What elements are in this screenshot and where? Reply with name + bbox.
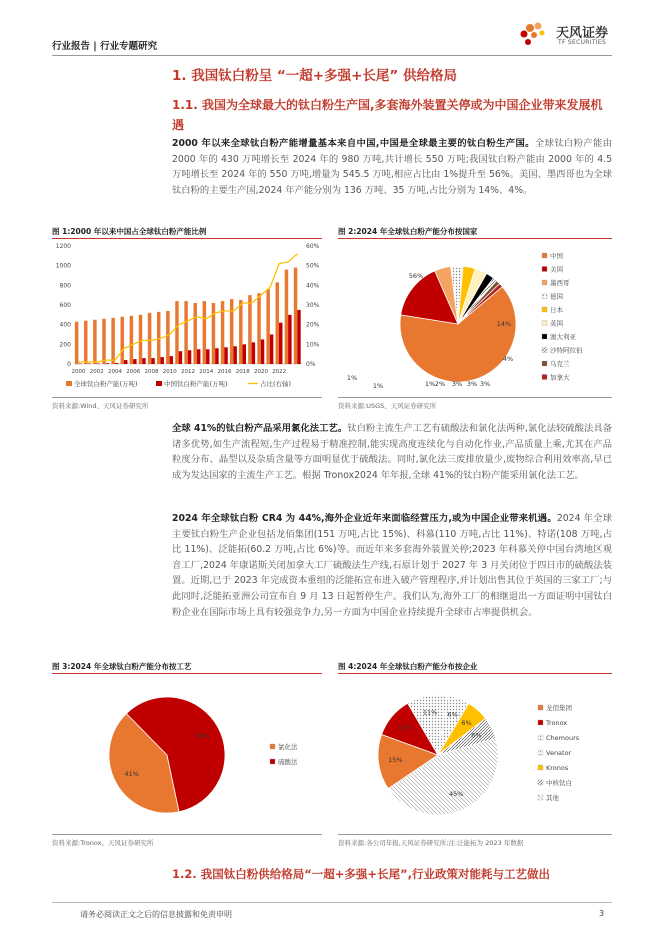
fig1-bar-china [87,364,90,365]
fig1-rule [52,238,322,239]
paragraph-3 [172,511,612,620]
fig1-x-tick: 2000 [71,369,86,375]
fig2-legend-label: 日本 [550,306,563,314]
fig1-legend-swatch [66,381,72,386]
fig1-y-tick: 200 [59,341,71,349]
fig1-bar-china [224,347,227,364]
fig1-bar-china [233,346,236,364]
fig2-legend-label: 美国 [550,265,563,274]
fig2-legend-label: 澳大利亚 [550,333,576,341]
fig1-bar-china [115,363,118,364]
fig1-bar-global [184,301,187,364]
fig1-bar-china [243,344,246,364]
fig1-bar-global [285,270,288,364]
section-1-title: 1. 我国钛白粉呈 “一超+多强+长尾” 供给格局 [172,68,457,84]
fig1-bar-china [279,323,282,364]
fig4-legend-swatch [538,705,543,710]
fig1-x-tick: 2012 [181,369,195,375]
fig2-value-label: 3% [451,380,463,388]
fig1-bar-china [124,360,127,364]
fig2-rule [338,238,612,239]
fig1-bar-global [230,299,233,364]
fig2-legend-swatch [542,334,547,339]
section-1-2-title: 1.2. 我国钛白粉供给格局“一超+多强+长尾”,行业政策对能耗与工艺做出 [172,867,550,881]
fig4-legend-label: Tronox [546,719,568,727]
fig3-legend-swatch [270,744,275,749]
fig1-legend-swatch [156,381,162,386]
fig4-legend-swatch [538,765,543,770]
fig1-bar-global [121,317,124,364]
fig2-legend-label: 加拿大 [550,373,570,382]
fig1-y-tick: 0 [67,361,71,368]
fig1-bar-china [78,364,81,365]
fig1-source: 资料来源:Wind、天风证券研究所 [52,402,149,410]
fig1-bar-global [130,316,133,364]
fig2-legend-swatch [542,375,547,380]
fig3-value-label: 59% [195,732,210,741]
fig4-value-label: 6% [447,710,458,719]
page-number: 3 [599,909,605,918]
fig2-chart [338,240,612,395]
fig1-bar-global [193,303,196,364]
paragraph-2-lead: 全球 41%的钛白粉产品采用氯化法工艺。 [172,423,348,434]
fig1-bar-global [75,322,78,364]
fig1-bar-china [179,351,182,364]
fig1-x-tick: 2006 [126,369,141,375]
fig4-value-label: 15% [388,756,403,765]
logo-text-cn: 天风证券 [556,26,609,41]
paragraph-2 [172,421,612,483]
fig1-source-rule [52,397,322,398]
fig1-bar-china [151,358,154,364]
fig1-bar-china [188,350,191,364]
fig3-legend-label: 氯化法 [278,743,298,751]
fig2-legend-swatch [542,307,547,312]
fig1-bar-global [294,268,297,364]
paragraph-1-body: 全球钛白粉产能由 2000 年的 430 万吨增长至 2024 年的 980 万吨,共计增长 550 万吨;我国钛白粉产能由 2000 年的 4.5 万吨增长至 2024 年的 550 万吨,增量为 545.5 万吨,相应占比由 1%提升至 56%。美国、墨西哥也为全球钛白粉的主要生产国,2024 年产能分别为 136 万吨、35 万吨,占比分别为 14%、4%。 [172,138,612,196]
fig4-source-rule [338,834,612,835]
fig2-legend-swatch [542,267,547,272]
fig2-source: 资料来源:USGS、天风证券研究所 [338,402,437,410]
fig1-bar-global [139,315,142,364]
logo-text-en: TF SECURITIES [558,39,607,46]
fig1-y2-tick: 10% [306,341,320,349]
fig1-bar-china [170,356,173,364]
fig2-legend-swatch [542,348,547,353]
header-label: 行业报告 | 行业专题研究 [52,41,158,52]
fig2-legend-label: 沙特阿拉伯 [550,346,583,355]
fig4-value-label: 6% [461,718,472,727]
fig1-x-tick: 2022 [272,369,287,375]
fig4-chart [338,675,612,830]
fig2-legend-label: 墨西哥 [550,279,570,287]
fig2-legend-label: 中国 [550,252,563,260]
fig4-value-label: 6% [471,731,482,740]
fig1-x-tick: 2018 [235,369,250,375]
fig2-legend-label: 英国 [550,319,563,328]
fig1-y-tick: 800 [59,282,71,290]
fig4-legend-label: 其他 [546,794,559,802]
fig1-legend-label: 全球钛白粉产能(万吨) [74,380,138,388]
fig1-bar-global [212,303,215,364]
fig1-bar-global [93,320,96,364]
fig1-chart [52,240,332,395]
fig1-bar-china [106,363,109,364]
fig1-x-tick: 2002 [89,369,104,375]
fig1-bar-global [203,301,206,364]
fig1-y-tick: 400 [59,321,71,329]
fig1-bar-global [276,282,279,364]
fig4-source: 资料来源:各公司年报,天风证券研究所;注:泛能拓为 2023 年数据 [338,839,524,847]
fig4-value-label: 45% [448,789,464,798]
fig1-bar-global [239,300,242,364]
fig1-bar-china [142,358,145,364]
fig4-value-label: 11% [422,708,438,717]
paragraph-1-lead: 2000 年以来全球钛白粉产能增量基本来自中国,中国是全球最主要的钛白粉生产国。 [172,138,535,149]
fig1-bar-china [297,310,300,364]
fig4-legend-swatch [538,720,543,725]
fig1-bar-china [133,359,136,364]
fig1-bar-china [97,363,100,364]
fig2-value-label: 2% [434,380,446,388]
fig1-x-tick: 2008 [144,369,159,375]
fig1-bar-global [166,311,169,364]
fig3-legend-swatch [270,759,275,764]
fig2-value-label: 1% [372,382,384,390]
fig4-legend-label: Venator [546,749,572,757]
fig4-value-label: 11% [397,723,413,732]
fig2-legend-swatch [542,253,547,258]
section-1-1-title: 1.1. 我国为全球最大的钛白粉生产国,多套海外装置关停或为中国企业带来发展机遇 [172,98,603,132]
fig1-x-tick: 2016 [217,369,232,375]
fig4-legend-swatch [538,780,543,785]
fig4-legend-swatch [538,750,543,755]
fig1-y-tick: 600 [59,302,71,309]
fig1-bar-china [215,348,218,364]
fig1-x-tick: 2010 [162,369,177,375]
fig1-bar-china [197,349,200,364]
fig3-legend-label: 硫酸法 [278,758,298,766]
fig4-legend-swatch [538,795,543,800]
company-logo [516,20,556,52]
fig1-bar-global [148,313,151,364]
fig1-x-tick: 2004 [108,369,123,375]
fig1-bar-china [252,342,255,364]
fig4-title: 图 4:2024 年全球钛白粉产能分布按企业 [338,662,478,671]
fig4-legend-label: 龙佰集团 [546,704,572,712]
fig1-bar-china [206,349,209,364]
fig1-x-tick: 2014 [199,369,214,375]
fig2-value-label: 14% [496,320,512,328]
fig1-bar-global [111,318,114,364]
fig2-legend-swatch [542,361,547,366]
fig2-value-label: 4% [502,355,514,363]
fig1-legend-label: 占比(右轴) [260,380,292,388]
fig4-rule [338,673,612,674]
fig1-bar-global [257,293,260,364]
fig4-legend-label: Chemours [546,734,580,742]
fig1-bar-global [84,321,87,364]
fig2-legend-swatch [542,321,547,326]
fig1-y-tick: 1200 [55,243,71,250]
fig1-bar-china [288,315,291,364]
footer-divider [52,902,612,903]
fig1-bar-global [248,295,251,364]
fig3-title: 图 3:2024 年全球钛白粉产能分布按工艺 [52,662,192,671]
fig2-value-label: 56% [408,272,424,280]
fig1-y2-tick: 60% [306,243,320,250]
fig1-legend-label: 中国钛白粉产能(万吨) [164,380,228,388]
fig1-bar-china [160,357,163,364]
fig1-bar-global [102,319,105,364]
fig3-source: 资料来源:Tronox、天风证券研究所 [52,839,154,847]
fig1-bar-china [270,335,273,365]
fig2-source-rule [338,397,612,398]
fig1-title: 图 1:2000 年以来中国占全球钛白粉产能比例 [52,227,207,236]
paragraph-3-body: 2024 年全球主要钛白粉生产企业包括龙佰集团(151 万吨,占比 15%)、科慕(110 万吨,占比 11%)、特诺(108 万吨,占比 11%)、泛能拓(60.2 万吨,占比 6%)等。而近年来多套海外装置关停;2023 年科慕关停中国台湾地区观音工厂,2024 年康诺斯关闭加拿大工厂硫酸法生产线,石原计划于 2027 年 3 月关闭位于四日市的硫酸法装置。近期,已于 2023 年完成资本重组的泛能拓宣布进入破产管理程序,并计划出售其位于英国的三家工厂;与此同时,泛能拓亚洲公司宣布自 9 月 13 日起暂停生产。我们认为,海外工厂的相继退出一方面证明中国钛白粉企业在国际市场上具有较强竞争力,另一方面为中国企业持续提升全球市占率提供机会。 [172,513,612,618]
fig1-y-tick: 1000 [55,262,71,270]
fig1-x-tick: 2020 [253,369,268,375]
fig3-rule [52,673,322,674]
fig4-legend-label: Kronos [546,764,569,772]
paragraph-3-lead: 2024 年全球钛白粉 CR4 为 44%,海外企业近年来面临经营压力,或为中国企业带来机遇。 [172,513,557,524]
fig4-legend-label: 中核钛白 [546,779,572,787]
fig2-value-label: 1% [346,374,358,382]
fig1-y2-tick: 20% [306,321,320,329]
fig1-y2-tick: 40% [306,282,320,290]
fig3-chart [52,675,322,830]
fig2-value-label: 3% [479,380,491,388]
fig4-legend-swatch [538,735,543,740]
paragraph-1 [172,136,612,198]
fig2-legend-swatch [542,280,547,285]
fig2-value-label: 3% [466,380,478,388]
fig1-bar-global [266,289,269,364]
fig2-legend-label: 德国 [550,292,563,301]
fig1-bar-global [175,301,178,364]
fig2-value-label: 1% [424,380,436,388]
fig1-y2-tick: 50% [306,262,320,270]
fig2-legend-label: 乌克兰 [550,360,570,368]
fig3-source-rule [52,834,322,835]
fig1-y2-tick: 0% [306,361,316,368]
fig1-bar-china [261,339,264,364]
fig1-y2-tick: 30% [306,302,320,309]
paragraph-2-body: 钛白粉主流生产工艺有硫酸法和氯化法两种,氯化法较硫酸法具备诸多优势,如生产流程短,生产过程易于精准控制,能实现高度连续化与自动化作业,产品质量上乘,尤其在产品粒度分布、晶型以及杂质含量等方面明显优于硫酸法。同时,氯化法三废排放量少,废物综合利用效率高,早已成为发达国家的主流生产工艺。根据 Tronox2024 年年报,全球 41%的钛白粉产能采用氯化法工艺。 [172,423,612,481]
fig3-value-label: 41% [124,769,139,778]
fig2-legend-swatch [542,294,547,299]
footer-disclaimer: 请务必阅读正文之后的信息披露和免责申明 [80,910,232,919]
header-divider [52,55,612,56]
fig2-title: 图 2:2024 年全球钛白粉产能分布按国家 [338,227,478,236]
